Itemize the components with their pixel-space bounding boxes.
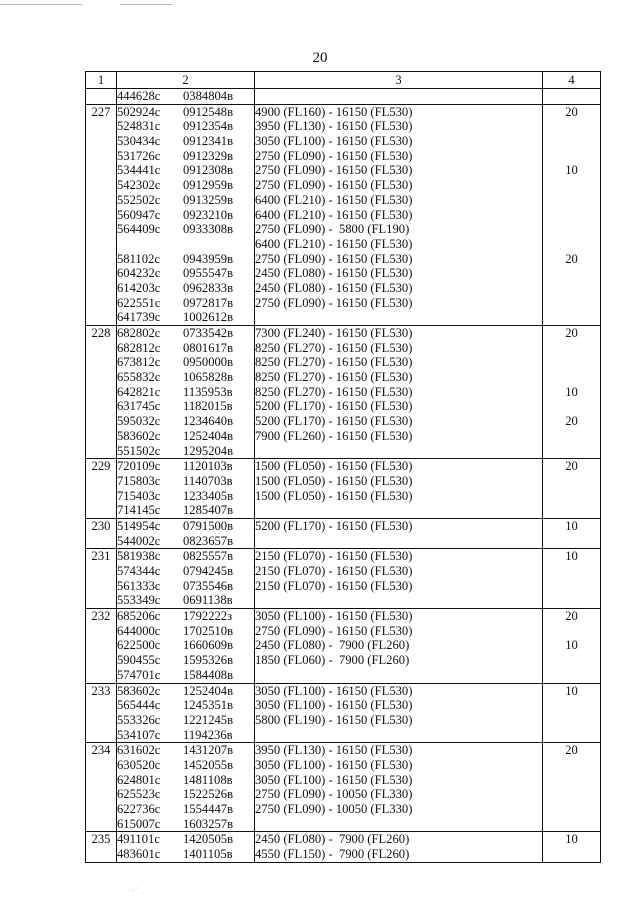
value [543, 503, 600, 518]
altitude-range: 2750 (FL090) - 16150 (FL530) [255, 295, 413, 310]
latitude: 565444c [117, 698, 161, 713]
altitude-cell [255, 609, 543, 683]
coordinates-cell [117, 104, 255, 325]
value [543, 341, 600, 356]
value [543, 787, 600, 802]
latitude: 502924c [117, 104, 161, 119]
route-number-text: 230 [91, 518, 111, 533]
altitude-cell [255, 683, 543, 743]
value [543, 653, 600, 668]
longitude: 0825557в [183, 549, 234, 564]
latitude: 574344c [117, 564, 161, 578]
latitude: 514954c [117, 518, 161, 533]
latitude: 553349c [117, 593, 161, 608]
longitude: 1401105в [183, 847, 233, 862]
longitude: 0972817в [183, 295, 234, 310]
page-number: 20 [312, 50, 328, 66]
value-cell [543, 459, 601, 519]
route-number [86, 89, 117, 105]
latitude: 531726c [117, 148, 161, 163]
altitude-range: 2750 (FL090) - 16150 (FL530) [255, 148, 413, 163]
value: 20 [565, 459, 578, 474]
table-row [86, 832, 601, 862]
value-cell [543, 89, 601, 105]
longitude: 1065828в [183, 370, 234, 385]
value [543, 310, 600, 325]
route-number-text: 229 [91, 459, 111, 474]
longitude: 1554447в [183, 802, 234, 816]
altitude-range: 6400 (FL210) - 16150 (FL530) [255, 192, 413, 207]
longitude: 1584408в [183, 667, 234, 682]
longitude: 0933308в [183, 222, 234, 237]
latitude: 615007c [117, 816, 161, 831]
table-row [86, 326, 601, 459]
longitude: 0950000в [183, 355, 234, 370]
latitude: 491101c [117, 832, 160, 847]
latitude: 574701c [117, 667, 161, 682]
altitude-range: 2450 (FL080) - 7900 (FL260) [255, 832, 410, 847]
latitude: 720109c [117, 459, 161, 474]
altitude-range: 1500 (FL050) - 16150 (FL530) [255, 459, 413, 474]
altitude-cell [255, 832, 543, 862]
altitude-range: 7900 (FL260) - 16150 (FL530) [255, 428, 413, 443]
altitude-range: 2150 (FL070) - 16150 (FL530) [255, 578, 413, 593]
table-row [86, 459, 601, 519]
route-number [86, 459, 117, 519]
value-cell [543, 609, 601, 683]
latitude: 581102c [117, 251, 160, 266]
column-header: 1 [86, 72, 117, 89]
latitude: 552502c [117, 192, 161, 207]
value [543, 89, 600, 104]
value [543, 593, 600, 608]
value [543, 296, 600, 311]
table-row [86, 683, 601, 743]
altitude-range [255, 89, 542, 104]
latitude: 644000c [117, 623, 161, 638]
latitude: 530434c [117, 134, 161, 149]
longitude: 1452055в [183, 757, 234, 772]
altitude-range: 5800 (FL190) - 16150 (FL530) [255, 712, 413, 727]
value: 10 [565, 518, 578, 533]
coordinates-cell [117, 89, 255, 105]
value: 10 [565, 638, 578, 653]
altitude-range: 8250 (FL270) - 16150 (FL530) [255, 384, 413, 399]
value [543, 266, 600, 281]
latitude: 622736c [117, 802, 161, 816]
altitude-range: 3050 (FL100) - 16150 (FL530) [255, 757, 413, 772]
longitude: 0801617в [183, 340, 234, 355]
value: 20 [565, 251, 578, 266]
coordinates-cell [117, 683, 255, 743]
latitude: 655832c [117, 370, 161, 385]
latitude: 560947c [117, 207, 161, 222]
altitude-cell [255, 518, 543, 548]
route-number-text: 227 [91, 104, 111, 119]
altitude-range [255, 593, 542, 608]
longitude: 1194236в [183, 727, 233, 742]
latitude: 631602c [117, 743, 161, 758]
route-number [86, 326, 117, 459]
value [543, 237, 600, 252]
table-row [86, 89, 601, 105]
altitude-range [255, 817, 542, 832]
latitude: 595032c [117, 414, 161, 429]
value-cell [543, 683, 601, 743]
longitude: 1233405в [183, 488, 234, 503]
table-row [86, 609, 601, 683]
longitude: 0912354в [183, 119, 234, 134]
latitude: 624801c [117, 772, 161, 787]
latitude: 444628c [117, 89, 161, 103]
longitude: 1252404в [183, 683, 234, 698]
value [543, 134, 600, 149]
value [543, 281, 600, 296]
route-number-text: 231 [91, 549, 111, 564]
latitude: 630520c [117, 757, 161, 772]
route-number [86, 549, 117, 609]
column-header: 4 [543, 72, 601, 89]
altitude-range: 2450 (FL080) - 16150 (FL530) [255, 266, 413, 281]
altitude-range: 2750 (FL090) - 16150 (FL530) [255, 251, 413, 266]
table-row [86, 104, 601, 325]
longitude: 0794245в [183, 564, 234, 578]
longitude: 1481108в [183, 772, 233, 787]
altitude-cell [255, 89, 543, 105]
coordinates-cell [117, 743, 255, 832]
latitude: 715803c [117, 473, 161, 488]
value [543, 817, 600, 832]
value-cell [543, 743, 601, 832]
longitude: 1140703в [183, 473, 233, 488]
altitude-range: 8250 (FL270) - 16150 (FL530) [255, 340, 413, 355]
altitude-range: 8250 (FL270) - 16150 (FL530) [255, 370, 413, 385]
altitude-range [255, 310, 542, 325]
longitude: 1285407в [183, 503, 234, 518]
altitude-range: 3050 (FL100) - 16150 (FL530) [255, 698, 413, 713]
value-cell [543, 326, 601, 459]
value: 10 [565, 163, 578, 178]
altitude-range: 3950 (FL130) - 16150 (FL530) [255, 119, 413, 134]
longitude: 0791500в [183, 518, 234, 533]
value [543, 222, 600, 237]
value [543, 534, 600, 549]
longitude: 0691138в [183, 593, 233, 608]
route-number [86, 743, 117, 832]
longitude: 1295204в [183, 443, 234, 458]
column-header: 2 [117, 72, 255, 89]
altitude-range: 8250 (FL270) - 16150 (FL530) [255, 355, 413, 370]
longitude: 0913259в [183, 192, 234, 207]
longitude: 0384804в [183, 89, 234, 103]
route-number [86, 609, 117, 683]
value [543, 178, 600, 193]
latitude: 673812c [117, 355, 161, 370]
longitude: 0733542в [183, 326, 234, 340]
value [543, 489, 600, 504]
longitude: 1660609в [183, 638, 234, 653]
altitude-range: 5200 (FL170) - 16150 (FL530) [255, 399, 413, 414]
latitude: 641739c [117, 310, 161, 325]
longitude: 0943959в [183, 251, 234, 266]
value: 10 [565, 549, 578, 564]
value [543, 399, 600, 414]
latitude: 553326c [117, 712, 161, 727]
altitude-range [255, 668, 542, 683]
altitude-range: 3950 (FL130) - 16150 (FL530) [255, 743, 413, 758]
altitude-range: 2150 (FL070) - 16150 (FL530) [255, 564, 413, 578]
value [543, 728, 600, 743]
altitude-range: 2750 (FL090) - 5800 (FL190) [255, 222, 410, 237]
value: 20 [565, 326, 578, 340]
route-number [86, 104, 117, 325]
route-number-text: 234 [91, 743, 111, 758]
value: 20 [565, 104, 578, 119]
value [543, 847, 600, 862]
longitude: 1234640в [183, 414, 234, 429]
altitude-range: 2150 (FL070) - 16150 (FL530) [255, 549, 413, 564]
latitude: 622551c [117, 295, 161, 310]
latitude: 631745c [117, 399, 161, 414]
longitude: 0962833в [183, 280, 234, 295]
latitude: 564409c [117, 222, 161, 237]
value-cell [543, 549, 601, 609]
latitude: 581938c [117, 549, 161, 564]
latitude: 483601c [117, 847, 161, 862]
value [543, 119, 600, 134]
altitude-range: 1500 (FL050) - 16150 (FL530) [255, 488, 413, 503]
latitude: 551502c [117, 443, 161, 458]
route-number-text: 233 [91, 683, 111, 698]
altitude-range: 3050 (FL100) - 16150 (FL530) [255, 609, 413, 624]
longitude: 1420505в [183, 832, 234, 847]
value [543, 579, 600, 594]
scan-mark: . · [132, 884, 139, 893]
value [543, 802, 600, 817]
longitude: 0923210в [183, 207, 234, 222]
value [543, 370, 600, 385]
coordinates-cell [117, 832, 255, 862]
route-number-text: 228 [91, 326, 111, 340]
table-row [86, 518, 601, 548]
altitude-range: 5200 (FL170) - 16150 (FL530) [255, 518, 413, 533]
altitude-range: 2750 (FL090) - 10050 (FL330) [255, 802, 413, 816]
latitude: 561333c [117, 578, 161, 593]
longitude: 1252404в [183, 428, 234, 443]
altitude-range: 2450 (FL080) - 16150 (FL530) [255, 280, 413, 295]
coordinates-cell [117, 326, 255, 459]
altitude-range [255, 728, 542, 743]
latitude: 544002c [117, 533, 161, 548]
value [543, 149, 600, 164]
header-row [86, 72, 601, 89]
latitude: 625523c [117, 787, 161, 802]
value [543, 429, 600, 444]
altitude-range: 1500 (FL050) - 16150 (FL530) [255, 473, 413, 488]
longitude: 1431207в [183, 743, 234, 758]
altitude-range: 2450 (FL080) - 7900 (FL260) [255, 638, 410, 653]
altitude-range: 3050 (FL100) - 16150 (FL530) [255, 772, 413, 787]
latitude: 642821c [117, 384, 161, 399]
altitude-cell [255, 104, 543, 325]
value: 20 [565, 609, 578, 624]
value [543, 624, 600, 639]
longitude: 1595326в [183, 653, 234, 668]
value-cell [543, 518, 601, 548]
latitude: 682812c [117, 340, 161, 355]
value [543, 193, 600, 208]
longitude: 0955547в [183, 266, 234, 281]
longitude: 1522526в [183, 787, 234, 802]
value [543, 444, 600, 459]
altitude-range: 4550 (FL150) - 7900 (FL260) [255, 847, 410, 862]
altitude-range [255, 534, 542, 549]
top-margin-line [0, 4, 82, 5]
latitude: 604232c [117, 266, 161, 281]
route-number-text: 232 [91, 609, 111, 624]
coordinates-cell [117, 459, 255, 519]
longitude: 1792222з [183, 609, 233, 624]
longitude: 0823657в [183, 533, 234, 548]
route-number [86, 683, 117, 743]
value: 10 [565, 384, 578, 399]
value [543, 208, 600, 223]
value: 10 [565, 832, 578, 847]
value [543, 773, 600, 788]
altitude-range [255, 503, 542, 518]
altitude-range: 5200 (FL170) - 16150 (FL530) [255, 414, 413, 429]
column-header: 3 [255, 72, 543, 89]
latitude: 524831c [117, 119, 161, 134]
altitude-cell [255, 549, 543, 609]
value: 10 [565, 683, 578, 698]
value [543, 698, 600, 713]
altitude-range: 7300 (FL240) - 16150 (FL530) [255, 326, 413, 340]
altitude-range: 6400 (FL210) - 16150 (FL530) [255, 236, 413, 251]
altitude-cell [255, 326, 543, 459]
route-number-text [86, 89, 116, 104]
top-margin-line [120, 4, 172, 5]
altitude-range: 2750 (FL090) - 16150 (FL530) [255, 163, 413, 178]
latitude: 614203c [117, 280, 161, 295]
coordinates-cell [117, 549, 255, 609]
latitude: 682802c [117, 326, 161, 340]
value [543, 564, 600, 579]
coordinates-cell [117, 518, 255, 548]
table-row [86, 549, 601, 609]
longitude: 0735546в [183, 578, 234, 593]
longitude: 0912548в [183, 104, 234, 119]
longitude: 1002612в [183, 310, 234, 325]
longitude: 0912959в [183, 178, 234, 193]
altitude-range: 3050 (FL100) - 16150 (FL530) [255, 683, 413, 698]
altitude-range: 4900 (FL160) - 16150 (FL530) [255, 104, 413, 119]
longitude: 0912329в [183, 148, 234, 163]
latitude: 714145c [117, 503, 161, 518]
altitude-range: 2750 (FL090) - 16150 (FL530) [255, 623, 413, 638]
latitude: 715403c [117, 488, 161, 503]
altitude-range: 2750 (FL090) - 16150 (FL530) [255, 178, 413, 193]
value: 20 [565, 414, 578, 429]
latitude: 685206c [117, 609, 161, 624]
value-cell [543, 832, 601, 862]
latitude: 542302c [117, 178, 161, 193]
latitude: 622500c [117, 638, 161, 653]
longitude: 1702510в [183, 623, 234, 638]
value [543, 355, 600, 370]
value-cell [543, 104, 601, 325]
latitude: 534107c [117, 727, 161, 742]
latitude: 583602c [117, 428, 161, 443]
table-row [86, 743, 601, 832]
longitude: 1603257в [183, 816, 234, 831]
value [543, 474, 600, 489]
longitude: 1120103в [183, 459, 233, 474]
altitude-cell [255, 459, 543, 519]
value: 20 [565, 743, 578, 758]
longitude: 0912341в [183, 134, 234, 149]
data-table [85, 71, 601, 863]
altitude-cell [255, 743, 543, 832]
longitude: 0912308в [183, 163, 234, 178]
altitude-range: 6400 (FL210) - 16150 (FL530) [255, 207, 413, 222]
altitude-range: 2750 (FL090) - 10050 (FL330) [255, 787, 413, 802]
altitude-range: 3050 (FL100) - 16150 (FL530) [255, 134, 413, 149]
longitude: 1245351в [183, 698, 234, 713]
coordinates-cell [117, 609, 255, 683]
latitude: 583602c [117, 683, 161, 698]
altitude-range [255, 444, 542, 459]
route-number [86, 832, 117, 862]
latitude: 590455c [117, 653, 161, 668]
longitude: 1135953в [183, 384, 233, 399]
longitude: 1221245в [183, 712, 234, 727]
route-number-text: 235 [91, 832, 111, 847]
latitude: 534441c [117, 163, 161, 178]
altitude-range: 1850 (FL060) - 7900 (FL260) [255, 653, 410, 668]
route-number [86, 518, 117, 548]
value [543, 713, 600, 728]
longitude: 1182015в [183, 399, 233, 414]
value [543, 758, 600, 773]
value [543, 668, 600, 683]
